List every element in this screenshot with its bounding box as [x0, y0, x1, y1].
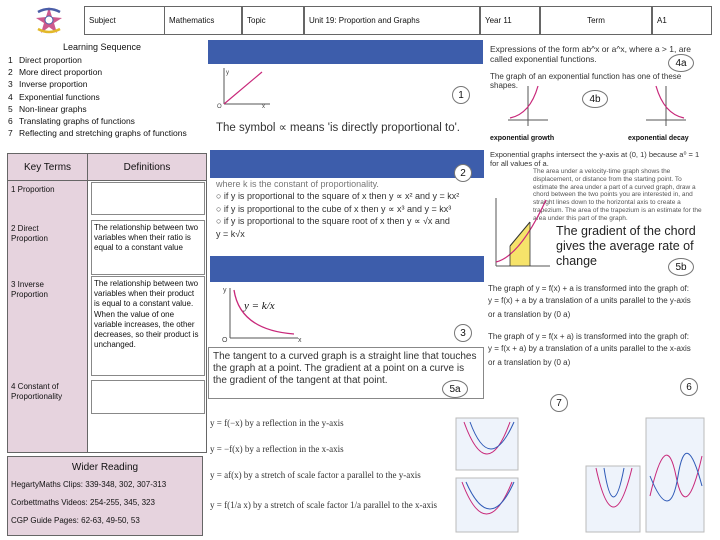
badge-6: 6 [680, 378, 698, 396]
badge-5a: 5a [442, 380, 468, 398]
svg-text:x: x [262, 104, 265, 110]
badge-4a: 4a [668, 54, 694, 72]
panel-2-header [210, 150, 484, 178]
panel-2-line-2: ○ if y is proportional to the square of x then y ∝ x² and y = kx² [216, 191, 460, 202]
sequence-item-number: 6 [8, 116, 13, 127]
sequence-item-number: 1 [8, 55, 13, 65]
panel-7 [206, 412, 456, 534]
panel-1-graph [212, 64, 274, 110]
panel-6-line-4: The graph of y = f(x + a) is transformed into the graph of: [488, 332, 689, 341]
term-value: A1 [652, 6, 712, 35]
badge-3: 3 [454, 324, 472, 342]
chord-text: The gradient of the chord gives the average rate of change [556, 224, 696, 268]
panel-7-line-1: y = f(−x) by a reflection in the y-axis [210, 418, 344, 428]
panel-1-symbol-text: The symbol ∝ means 'is directly proportional to'. [216, 122, 460, 134]
sequence-item-number: 5 [8, 103, 13, 114]
topic-label: Topic [242, 6, 304, 35]
wider-reading-title: Wider Reading [71, 462, 139, 473]
sequence-list [8, 54, 206, 139]
sequence-item-number: 3 [8, 79, 13, 90]
sequence-item-label: Non-linear graphs [19, 103, 87, 114]
decay-label: exponential decay [628, 135, 689, 142]
definition-1 [91, 182, 205, 215]
panel-2-line-4: ○ if y is proportional to the square root of x then y ∝ √x and [216, 216, 450, 227]
panel-6 [488, 284, 708, 394]
panel-7-line-2: y = −f(x) by a reflection in the x-axis [210, 444, 344, 454]
badge-1: 1 [452, 86, 470, 104]
panel-2-line-5: y = k√x [216, 228, 245, 239]
sequence-item-label: Reflecting and stretching graphs of functions [19, 128, 187, 139]
sequence-item-label: Translating graphs of functions [19, 116, 135, 127]
panel-1-header [208, 40, 483, 64]
learning-sequence [8, 40, 206, 144]
panel-5-velocity-text: The area under a velocity-time graph shows the displacement, or distance from the starting point. To estimate the area under a part of a curved graph, draw a chord between the two points you are interested in, and straight lines down to the horizontal axis to create a trapezium. The area of the trapezium is an estimate for the area under this part of the graph. [533, 168, 702, 222]
panel-6-line-5: y = f(x + a) by a translation of a units parallel to the x-axis [488, 344, 691, 353]
learning-sequence-title: Learning Sequence [62, 42, 142, 52]
chord-graph [490, 196, 552, 270]
svg-text:O: O [222, 337, 228, 344]
badge-2: 2 [454, 164, 472, 182]
term-1: 1 Proportion [11, 185, 55, 194]
sequence-item [8, 115, 206, 127]
sequence-item [8, 103, 206, 115]
badge-5b: 5b [668, 258, 694, 276]
definitions-header: Definitions [88, 154, 206, 181]
panel-4-intro: Expressions of the form ab^x or a^x, where a > 1, are called exponential functions. [490, 44, 691, 64]
wider-reading-line-2: Corbettmaths Videos: 254-255, 345, 323 [11, 498, 155, 508]
school-logo [30, 4, 68, 36]
panel-2-line-3: ○ if y is proportional to the cube of x then y ∝ x³ and y = kx³ [216, 203, 452, 214]
decay-graph [646, 84, 686, 128]
key-terms-header: Key Terms [8, 154, 88, 181]
panel-4-shapes: The graph of an exponential function has one of these shapes. [490, 72, 682, 90]
svg-text:O: O [217, 104, 222, 110]
panel-3-fraction: y = k/x [244, 300, 275, 312]
panel-6-line-3: or a translation by (0 a) [488, 310, 571, 319]
wider-reading [7, 456, 203, 536]
panel-7-line-4: y = f(1/a x) by a stretch of scale factor 1/a parallel to the x-axis [210, 500, 437, 510]
sequence-item [8, 91, 206, 103]
term-label: Term [540, 6, 652, 35]
svg-text:x: x [298, 337, 302, 344]
panel-6-line-6: or a translation by (0 a) [488, 358, 571, 367]
terms-column [8, 181, 88, 452]
panel-6-line-2: y = f(x) + a by a translation of a units parallel to the y-axis [488, 296, 691, 305]
term-2: 2 Direct Proportion [11, 224, 48, 244]
subject-label: Subject [84, 6, 164, 35]
reflection-graphs [456, 416, 706, 536]
panel-6-line-1: The graph of y = f(x) + a is transformed into the graph of: [488, 284, 689, 293]
wider-reading-line-3: CGP Guide Pages: 62-63, 49-50, 53 [11, 516, 140, 526]
panel-3-tangent-box: The tangent to a curved graph is a straight line that touches the graph at a point. The gradient at a point on a curve is the gradient of the tangent at that point. [208, 347, 484, 399]
growth-graph [508, 84, 548, 128]
term-3: 3 Inverse Proportion [11, 280, 48, 300]
sequence-item-label: Inverse proportion [19, 79, 88, 90]
panel-7-line-3: y = af(x) by a stretch of scale factor a parallel to the y-axis [210, 470, 421, 480]
panel-2-line-1: where k is the constant of proportionality. [216, 179, 379, 189]
svg-text:y: y [226, 70, 229, 76]
definition-4 [91, 380, 205, 414]
sequence-item-number: 7 [8, 128, 13, 139]
sequence-item [8, 78, 206, 90]
sequence-item-number: 4 [8, 91, 13, 102]
panel-4-intersect: Exponential graphs intersect the y-axis at (0, 1) because a⁰ = 1 for all values of a. [490, 150, 700, 168]
year-value: Year 11 [480, 6, 540, 35]
sequence-item-label: Exponential functions [19, 91, 100, 102]
term-4: 4 Constant of Proportionality [11, 382, 63, 402]
badge-4b: 4b [582, 90, 608, 108]
key-terms-table [7, 153, 207, 453]
sequence-item-number: 2 [8, 67, 13, 78]
topic-value: Unit 19: Proportion and Graphs [304, 6, 480, 35]
sequence-item [8, 127, 206, 139]
sequence-item [8, 54, 206, 66]
definition-3: The relationship between two variables when their product is equal to a constant value. When the value of one variable increases, the other decreases, so their product is unchanged. [91, 276, 205, 376]
svg-text:y: y [223, 287, 227, 294]
panel-3-header [210, 256, 484, 282]
wider-reading-line-1: HegartyMaths Clips: 339-348, 302, 307-313 [11, 480, 167, 489]
panel-3-graph [218, 284, 308, 344]
sequence-item-label: More direct proportion [19, 67, 103, 78]
subject-value: Mathematics [164, 6, 242, 35]
panel-2-text [216, 178, 486, 240]
sequence-item [8, 66, 206, 78]
sequence-item-label: Direct proportion [19, 55, 82, 65]
growth-label: exponential growth [490, 135, 555, 142]
definition-2: The relationship between two variables when their ratio is equal to a constant value [91, 220, 205, 275]
badge-7: 7 [550, 394, 568, 412]
